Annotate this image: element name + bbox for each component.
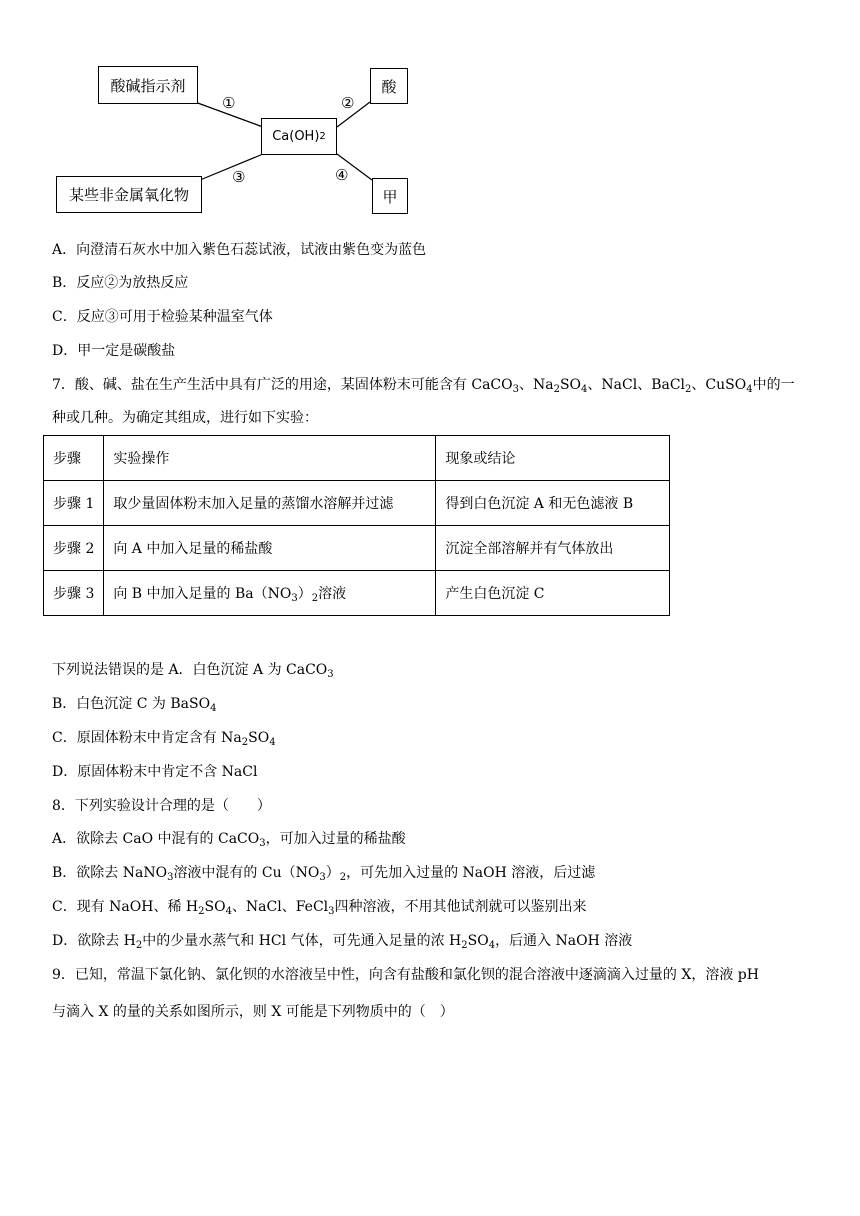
mark-1: ① [222, 94, 236, 112]
acid-base-indicator-label: 酸碱指示剂 [110, 76, 186, 95]
q6-option-d: D．甲一定是碳酸盐 [52, 343, 176, 359]
q7-option-a: 下列说法错误的是 A．白色沉淀 A 为 CaCO$_3$ [52, 662, 334, 680]
q7-stem-line1: 7．酸、碱、盐在生产生活中具有广泛的用途，某固体粉末可能含有 CaCO$_3$、$Na_2SO_4$、NaCl、BaCl$_2$、CuSO$_4$中的一 [52, 377, 795, 395]
q9-stem-line2: 与滴入 X 的量的关系如图所示，则 X 可能是下列物质中的（ ） [52, 1004, 454, 1020]
mark-4: ④ [335, 166, 349, 184]
q6-option-a: A．向澄清石灰水中加入紫色石蕊试液，试液由紫色变为蓝色 [52, 242, 427, 258]
q6-option-c: C．反应③可用于检验某种温室气体 [52, 309, 273, 325]
q8-option-c: C．现有 NaOH、稀 $H_2SO_4$、NaCl、FeCl$_3$四种溶液，不用其他试剂就可以鉴别出来 [52, 899, 587, 917]
table-row: 步骤 1 取少量固体粉末加入足量的蒸馏水溶解并过滤 得到白色沉淀 A 和无色滤液 B [44, 481, 670, 526]
nonmetal-oxide-box [56, 176, 202, 213]
q7-option-d: D．原固体粉末中肯定不含 NaCl [52, 764, 258, 780]
jia-label: 甲 [382, 187, 398, 206]
table-header-row [44, 436, 670, 481]
q8-option-a: A．欲除去 CaO 中混有的 CaCO$_3$，可加入过量的稀盐酸 [52, 831, 406, 849]
experiment-table [43, 435, 670, 616]
table-header-operation: 实验操作 [104, 436, 436, 481]
q7-option-c: C．原固体粉末中肯定含有 $Na_2SO_4$ [52, 730, 276, 748]
q8-stem: 8．下列实验设计合理的是（ ） [52, 798, 271, 814]
nonmetal-oxide-label: 某些非金属氧化物 [68, 186, 189, 204]
q8-option-b: B．欲除去 NaNO$_3$溶液中混有的 $Cu(NO_3)_2$，可先加入过量的 NaOH 溶液，后过滤 [52, 865, 596, 883]
table-header-result: 现象或结论 [436, 436, 670, 481]
calcium-hydroxide-box: Ca(OH) 2 [261, 118, 337, 155]
q9-stem-line1: 9．已知，常温下氯化钠、氯化钡的水溶液呈中性，向含有盐酸和氯化钡的混合溶液中逐滴滴入过量的 X，溶液 pH [52, 967, 759, 983]
acid-label: 酸 [381, 77, 397, 96]
mark-2: ② [341, 94, 355, 112]
acid-box [370, 68, 408, 104]
q7-stem-line2: 种或几种。为确定其组成，进行如下实验： [52, 410, 318, 426]
reaction-diagram [50, 60, 430, 225]
center-label: Ca(OH) [272, 129, 320, 144]
acid-base-indicator-box [98, 66, 198, 104]
q8-option-d: D．欲除去 $H_2$中的少量水蒸气和 HCl 气体，可先通入足量的浓 $H_2SO_4$，后通入 NaOH 溶液 [52, 933, 633, 951]
jia-box [372, 178, 408, 214]
table-row: 步骤 3 向 B 中加入足量的 $Ba(NO_3)_2$溶液 产生白色沉淀 C [44, 571, 670, 616]
q7-option-b: B．白色沉淀 C 为 BaSO$_4$ [52, 696, 217, 714]
table-header-step: 步骤 [44, 436, 104, 481]
q6-option-b: B．反应②为放热反应 [52, 275, 189, 291]
table-row: 步骤 2 向 A 中加入足量的稀盐酸 沉淀全部溶解并有气体放出 [44, 526, 670, 571]
mark-3: ③ [232, 168, 246, 186]
